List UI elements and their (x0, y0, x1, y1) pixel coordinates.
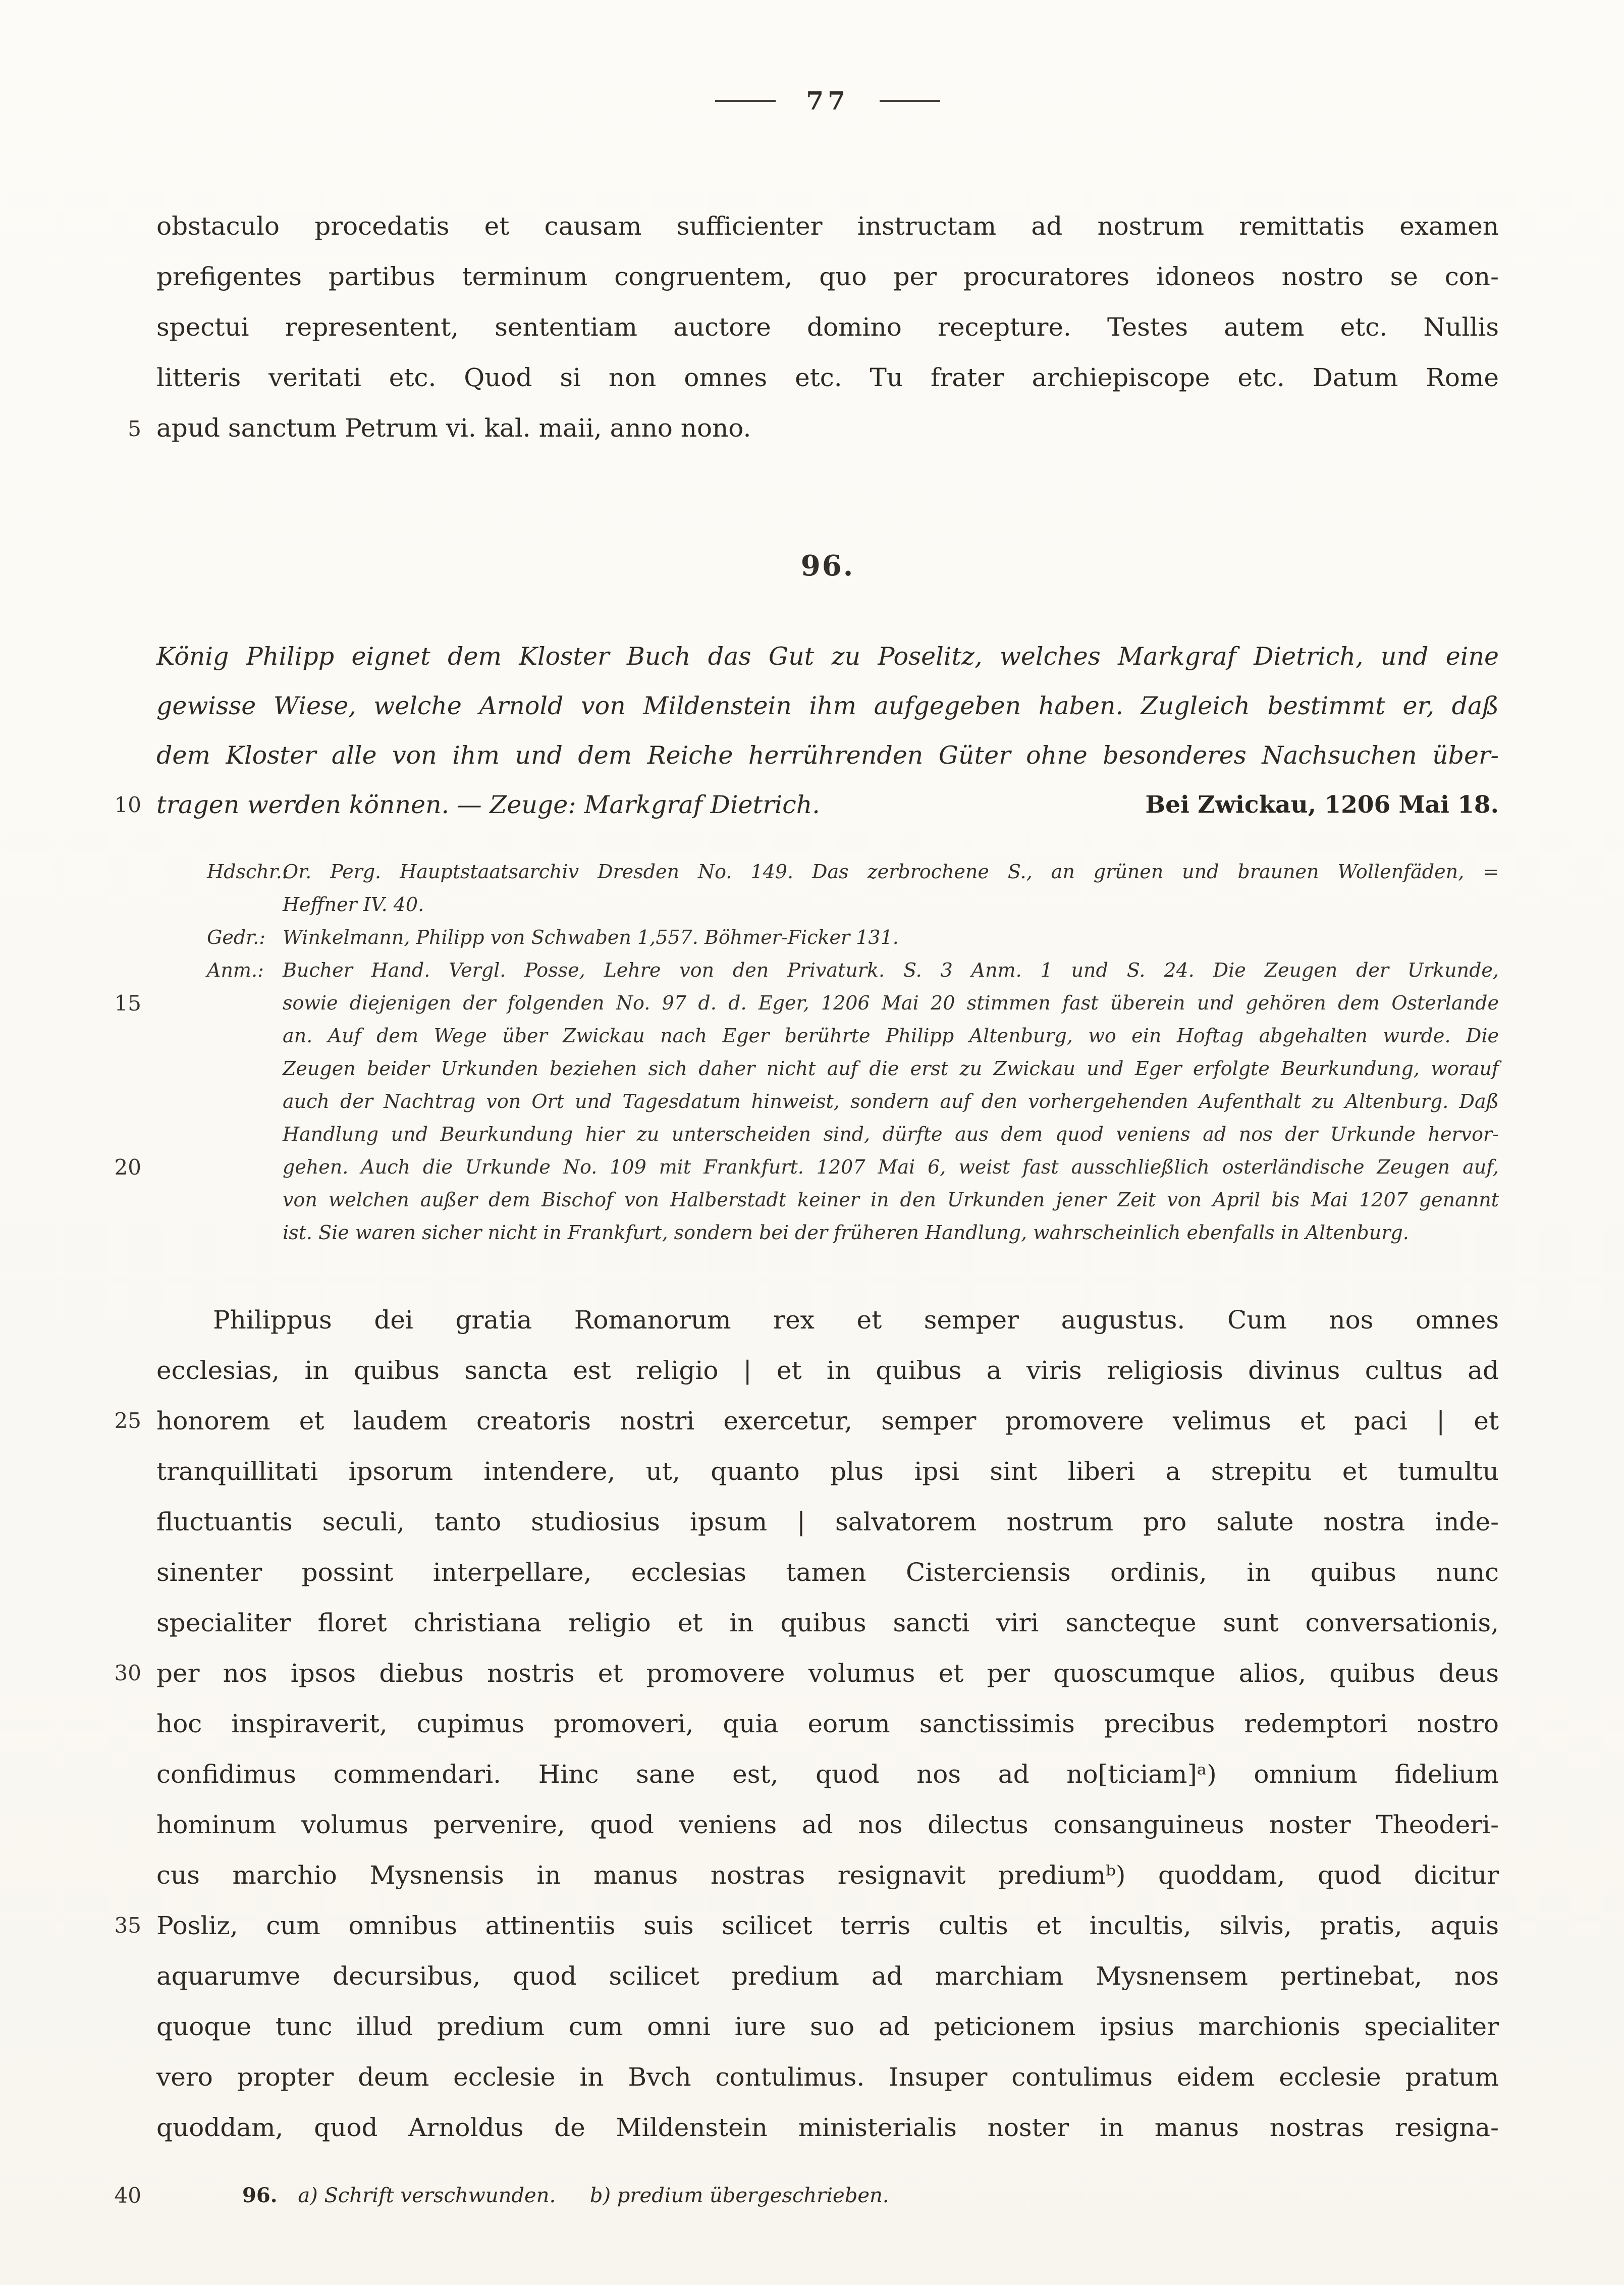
apparatus-entry-anm (207, 954, 1499, 1249)
text-line: prefigentes partibus terminum congruentem, quo per procuratores idoneos nostro se con- (156, 262, 1499, 291)
text-line: spectui representent, sententiam auctore domino recepture. Testes autem etc. Nullis (156, 312, 1499, 342)
text-line: tragen werden können. — Zeuge: Markgraf Dietrich. (156, 790, 820, 819)
text-line: quoque tunc illud predium cum omni iure suo ad peticionem ipsius marchionis specialiter (156, 2012, 1499, 2041)
text-line: Philippus dei gratia Romanorum rex et semper augustus. Cum nos omnes (213, 1305, 1499, 1335)
apparatus-label: Hdschr.: (207, 861, 289, 883)
text-line: sowie diejenigen der folgenden No. 97 d. d. Eger, 1206 Mai 20 stimmen fast überein und gehören dem Osterlande (283, 992, 1499, 1014)
apparatus-label: Gedr.: (207, 926, 266, 948)
text-line: tranquillitati ipsorum intendere, ut, quanto plus ipsi sint liberi a strepitu et tumultu (156, 1457, 1499, 1486)
apparatus-section (207, 856, 1499, 1249)
text-line: apud sanctum Petrum vi. kal. maii, anno nono. (156, 413, 751, 443)
apparatus-label: Anm.: (207, 959, 264, 981)
text-line: fluctuantis seculi, tanto studiosius ipsum | salvatorem nostrum pro salute nostra inde- (156, 1507, 1499, 1536)
margin-line-number-40: 40 (114, 2183, 141, 2208)
decorative-rule-left (715, 100, 776, 102)
margin-line-number-10: 10 (114, 792, 141, 817)
text-line: König Philipp eignet dem Kloster Buch das Gut zu Poselitz, welches Markgraf Dietrich, und eine (156, 642, 1499, 671)
text-line: hominum volumus pervenire, quod veniens ad nos dilectus consanguineus noster Theoderi- (156, 1810, 1499, 1839)
apparatus-lines (283, 954, 1499, 1249)
apparatus-lines (283, 856, 1499, 921)
text-line: per nos ipsos diebus nostris et promovere volumus et per quoscumque alios, quibus deus (156, 1659, 1499, 1688)
apparatus-lines (283, 921, 1499, 954)
decorative-rule-right (880, 100, 940, 102)
apparatus-entry-gedr (207, 921, 1499, 954)
footnote (242, 2182, 1499, 2210)
footnote-note-a: a) Schrift verschwunden. (298, 2184, 556, 2207)
apparatus-entry-hdschr (207, 856, 1499, 921)
continuation-paragraph (156, 201, 1499, 453)
text-line: Posliz, cum omnibus attinentiis suis scilicet terris cultis et incultis, silvis, pratis, aquis (156, 1911, 1499, 1940)
margin-line-number-30: 30 (114, 1661, 141, 1685)
margin-line-number-5: 5 (128, 416, 141, 441)
footnote-note-b: b) predium übergeschrieben. (589, 2184, 889, 2207)
text-line: Or. Perg. Hauptstaatsarchiv Dresden No. 149. Das zerbrochene S., an grünen und braunen Wollenfäden, = (283, 861, 1499, 883)
text-line: gehen. Auch die Urkunde No. 109 mit Frankfurt. 1207 Mai 6, weist fast ausschließlich osterländische Zeugen auf, (283, 1156, 1499, 1178)
regest-place-date: Bei Zwickau, 1206 Mai 18. (1145, 791, 1499, 819)
text-line: sinenter possint interpellare, ecclesias tamen Cisterciensis ordinis, in quibus nunc (156, 1558, 1499, 1587)
text-line: an. Auf dem Wege über Zwickau nach Eger berührte Philipp Altenburg, wo ein Hoftag abgehalten wurde. Die (283, 1025, 1499, 1047)
text-line: honorem et laudem creatoris nostri exercetur, semper promovere velimus et paci | et (156, 1406, 1499, 1436)
text-line: litteris veritati etc. Quod si non omnes etc. Tu frater archiepiscope etc. Datum Rome (156, 363, 1499, 392)
text-line: gewisse Wiese, welche Arnold von Mildenstein ihm aufgegeben haben. Zugleich bestimmt er, daß (156, 692, 1499, 720)
text-line: von welchen außer dem Bischof von Halberstadt keiner in den Urkunden jener Zeit von April bis Mai 1207 genannt (283, 1189, 1499, 1211)
charter-body (156, 1295, 1499, 2153)
text-line: hoc inspiraverit, cupimus promoveri, quia eorum sanctissimis precibus redemptori nostro (156, 1709, 1499, 1738)
text-line: ist. Sie waren sicher nicht in Frankfurt, sondern bei der früheren Handlung, wahrscheinlich ebenfalls in Altenburg. (283, 1221, 1409, 1244)
text-line: specialiter floret christiana religio et in quibus sancti viri sancteque sunt conversationis, (156, 1608, 1499, 1637)
text-line: Zeugen beider Urkunden beziehen sich daher nicht auf die erst zu Zwickau und Eger erfolgte Beurkundung, worauf (283, 1057, 1499, 1080)
text-line: Heffner IV. 40. (283, 893, 424, 916)
margin-line-number-35: 35 (114, 1913, 141, 1938)
text-line: ecclesias, in quibus sancta est religio | et in quibus a viris religiosis divinus cultus ad (156, 1356, 1499, 1385)
text-line: obstaculo procedatis et causam sufficienter instructam ad nostrum remittatis examen (156, 211, 1499, 241)
margin-line-number-20: 20 (114, 1155, 141, 1180)
page-header (156, 86, 1499, 116)
document-number-heading: 96. (800, 549, 855, 582)
text-line: cus marchio Mysnensis in manus nostras resignavit prediumᵇ) quoddam, quod dicitur (156, 1861, 1499, 1890)
text-line: dem Kloster alle von ihm und dem Reiche herrührenden Güter ohne besonderes Nachsuchen über- (156, 741, 1499, 770)
regest (156, 632, 1499, 830)
text-line: vero propter deum ecclesie in Bvch contulimus. Insuper contulimus eidem ecclesie pratum (156, 2062, 1499, 2092)
margin-line-number-15: 15 (114, 991, 141, 1016)
text-line: Winkelmann, Philipp von Schwaben 1,557. Böhmer-Ficker 131. (283, 926, 899, 948)
margin-line-number-25: 25 (114, 1408, 141, 1433)
text-line: Bucher Hand. Vergl. Posse, Lehre von den Privaturk. S. 3 Anm. 1 und S. 24. Die Zeugen der Urkunde, (283, 959, 1499, 981)
footnote-number: 96. (242, 2184, 278, 2207)
text-line: confidimus commendari. Hinc sane est, quod nos ad no[ticiam]ᵃ) omnium fidelium (156, 1760, 1499, 1789)
text-line: auch der Nachtrag von Ort und Tagesdatum hinweist, sondern auf den vorhergehenden Aufenthalt zu Altenburg. Daß (283, 1090, 1499, 1112)
text-line: aquarumve decursibus, quod scilicet predium ad marchiam Mysnensem pertinebat, nos (156, 1961, 1499, 1991)
text-line: Handlung und Beurkundung hier zu unterscheiden sind, dürfte aus dem quod veniens ad nos der Urkunde hervor- (283, 1123, 1499, 1145)
page-number: 77 (806, 86, 849, 116)
text-line: quoddam, quod Arnoldus de Mildenstein ministerialis noster in manus nostras resigna- (156, 2113, 1499, 2142)
